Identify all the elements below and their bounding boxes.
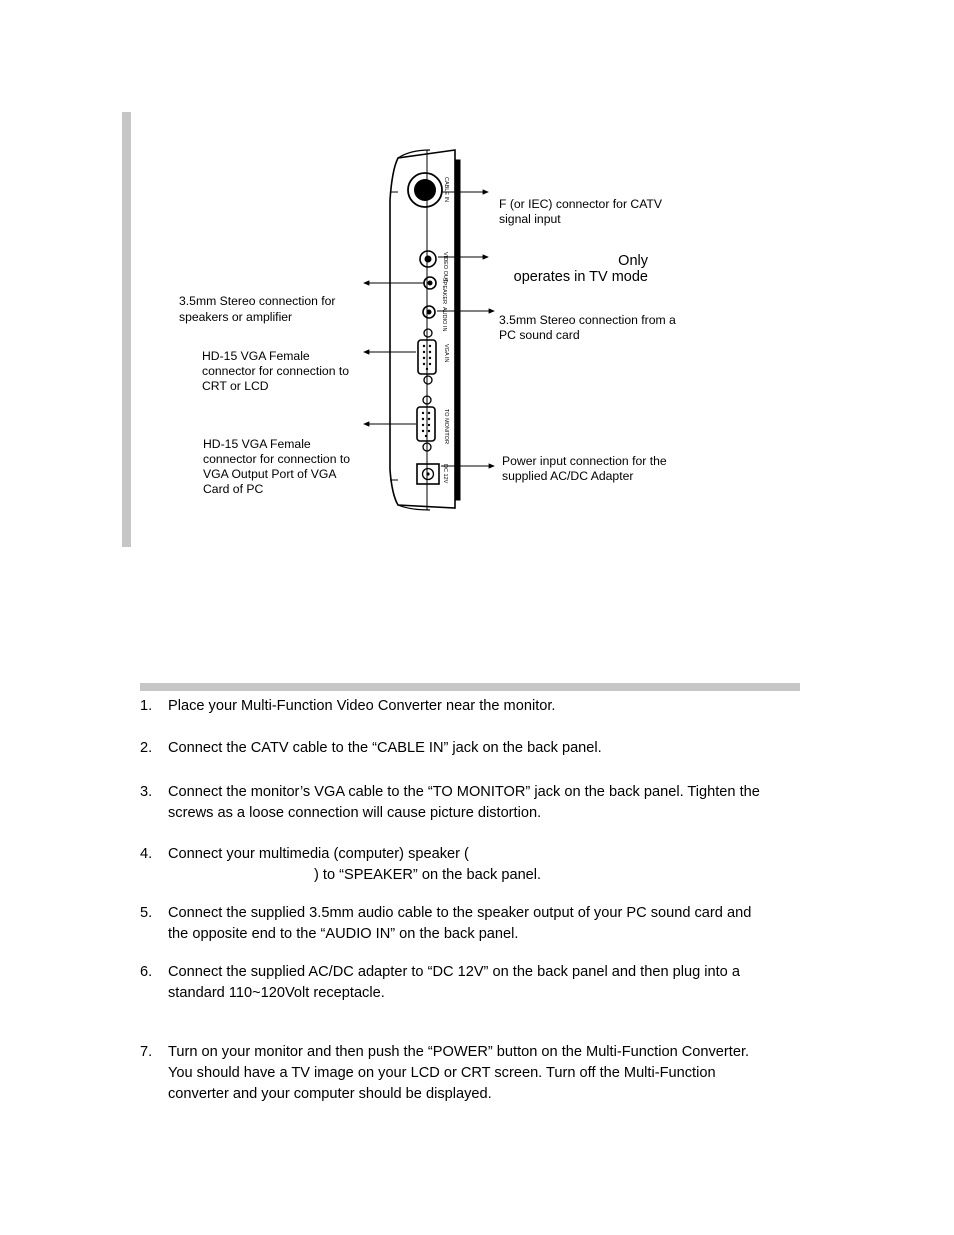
step-text: Connect your multimedia (computer) speaker ( ) to “SPEAKER” on the back panel.: [168, 846, 542, 883]
callout-video-out: Only operates in TV mode: [513, 253, 648, 285]
step-number: 2.: [140, 740, 153, 756]
port-label-speaker: SPEAKER: [441, 278, 447, 304]
step-text: Place your Multi-Function Video Converter near the monitor.: [168, 698, 556, 714]
cable-in-connector: [408, 173, 442, 207]
callout-speaker: 3.5mm Stereo connection for speakers or amplifier: [179, 294, 336, 324]
step-number: 5.: [140, 905, 153, 921]
dc-12v-jack: [417, 464, 439, 484]
port-label-audio-in: AUDIO IN: [441, 307, 447, 332]
port-label-vga-in: VGA IN: [443, 344, 449, 363]
port-label-video-out: VIDEO OUT: [442, 252, 448, 283]
callout-cable-in: F (or IEC) connector for CATV signal input: [499, 197, 662, 226]
step-number: 7.: [140, 1044, 153, 1060]
step-number: 6.: [140, 964, 153, 980]
step-text: Connect the supplied 3.5mm audio cable to the speaker output of your PC sound card and the opposite end to the “AUDIO IN” on the back panel.: [168, 905, 752, 942]
back-panel-diagram: [0, 0, 954, 560]
port-label-cable-in: CABLE IN: [443, 177, 449, 203]
callout-dc-12v: Power input connection for the supplied AC/DC Adapter: [502, 454, 667, 483]
video-out-jack: [420, 251, 436, 267]
step-number: 4.: [140, 846, 153, 862]
port-label-dc-12v: DC 12V: [442, 464, 448, 484]
step-text: Connect the monitor’s VGA cable to the “TO MONITOR” jack on the back panel. Tighten the screws as a loose connection will cause picture distortion.: [168, 784, 760, 821]
step-text: Turn on your monitor and then push the “POWER” button on the Multi-Function Converter. You should have a TV image on your LCD or CRT screen. Turn off the Multi-Function converter and your computer should be displayed.: [168, 1044, 750, 1102]
step-text: Connect the supplied AC/DC adapter to “DC 12V” on the back panel and then plug into a standard 110~120Volt receptacle.: [168, 964, 740, 1001]
audio-in-jack: [423, 306, 435, 318]
section-divider: [140, 683, 800, 691]
speaker-jack: [424, 277, 436, 289]
callout-audio-in: 3.5mm Stereo connection from a PC sound card: [499, 313, 676, 342]
step-number: 1.: [140, 698, 153, 714]
port-label-to-monitor: TO MONITOR: [443, 409, 449, 444]
callout-to-monitor: HD-15 VGA Female connector for connection to VGA Output Port of VGA Card of PC: [203, 437, 351, 496]
port-labels: [441, 177, 449, 484]
to-monitor-connector: [417, 396, 435, 451]
callout-vga-in: HD-15 VGA Female connector for connection to CRT or LCD: [202, 349, 350, 393]
step-text: Connect the CATV cable to the “CABLE IN” jack on the back panel.: [168, 740, 602, 756]
step-number: 3.: [140, 784, 153, 800]
